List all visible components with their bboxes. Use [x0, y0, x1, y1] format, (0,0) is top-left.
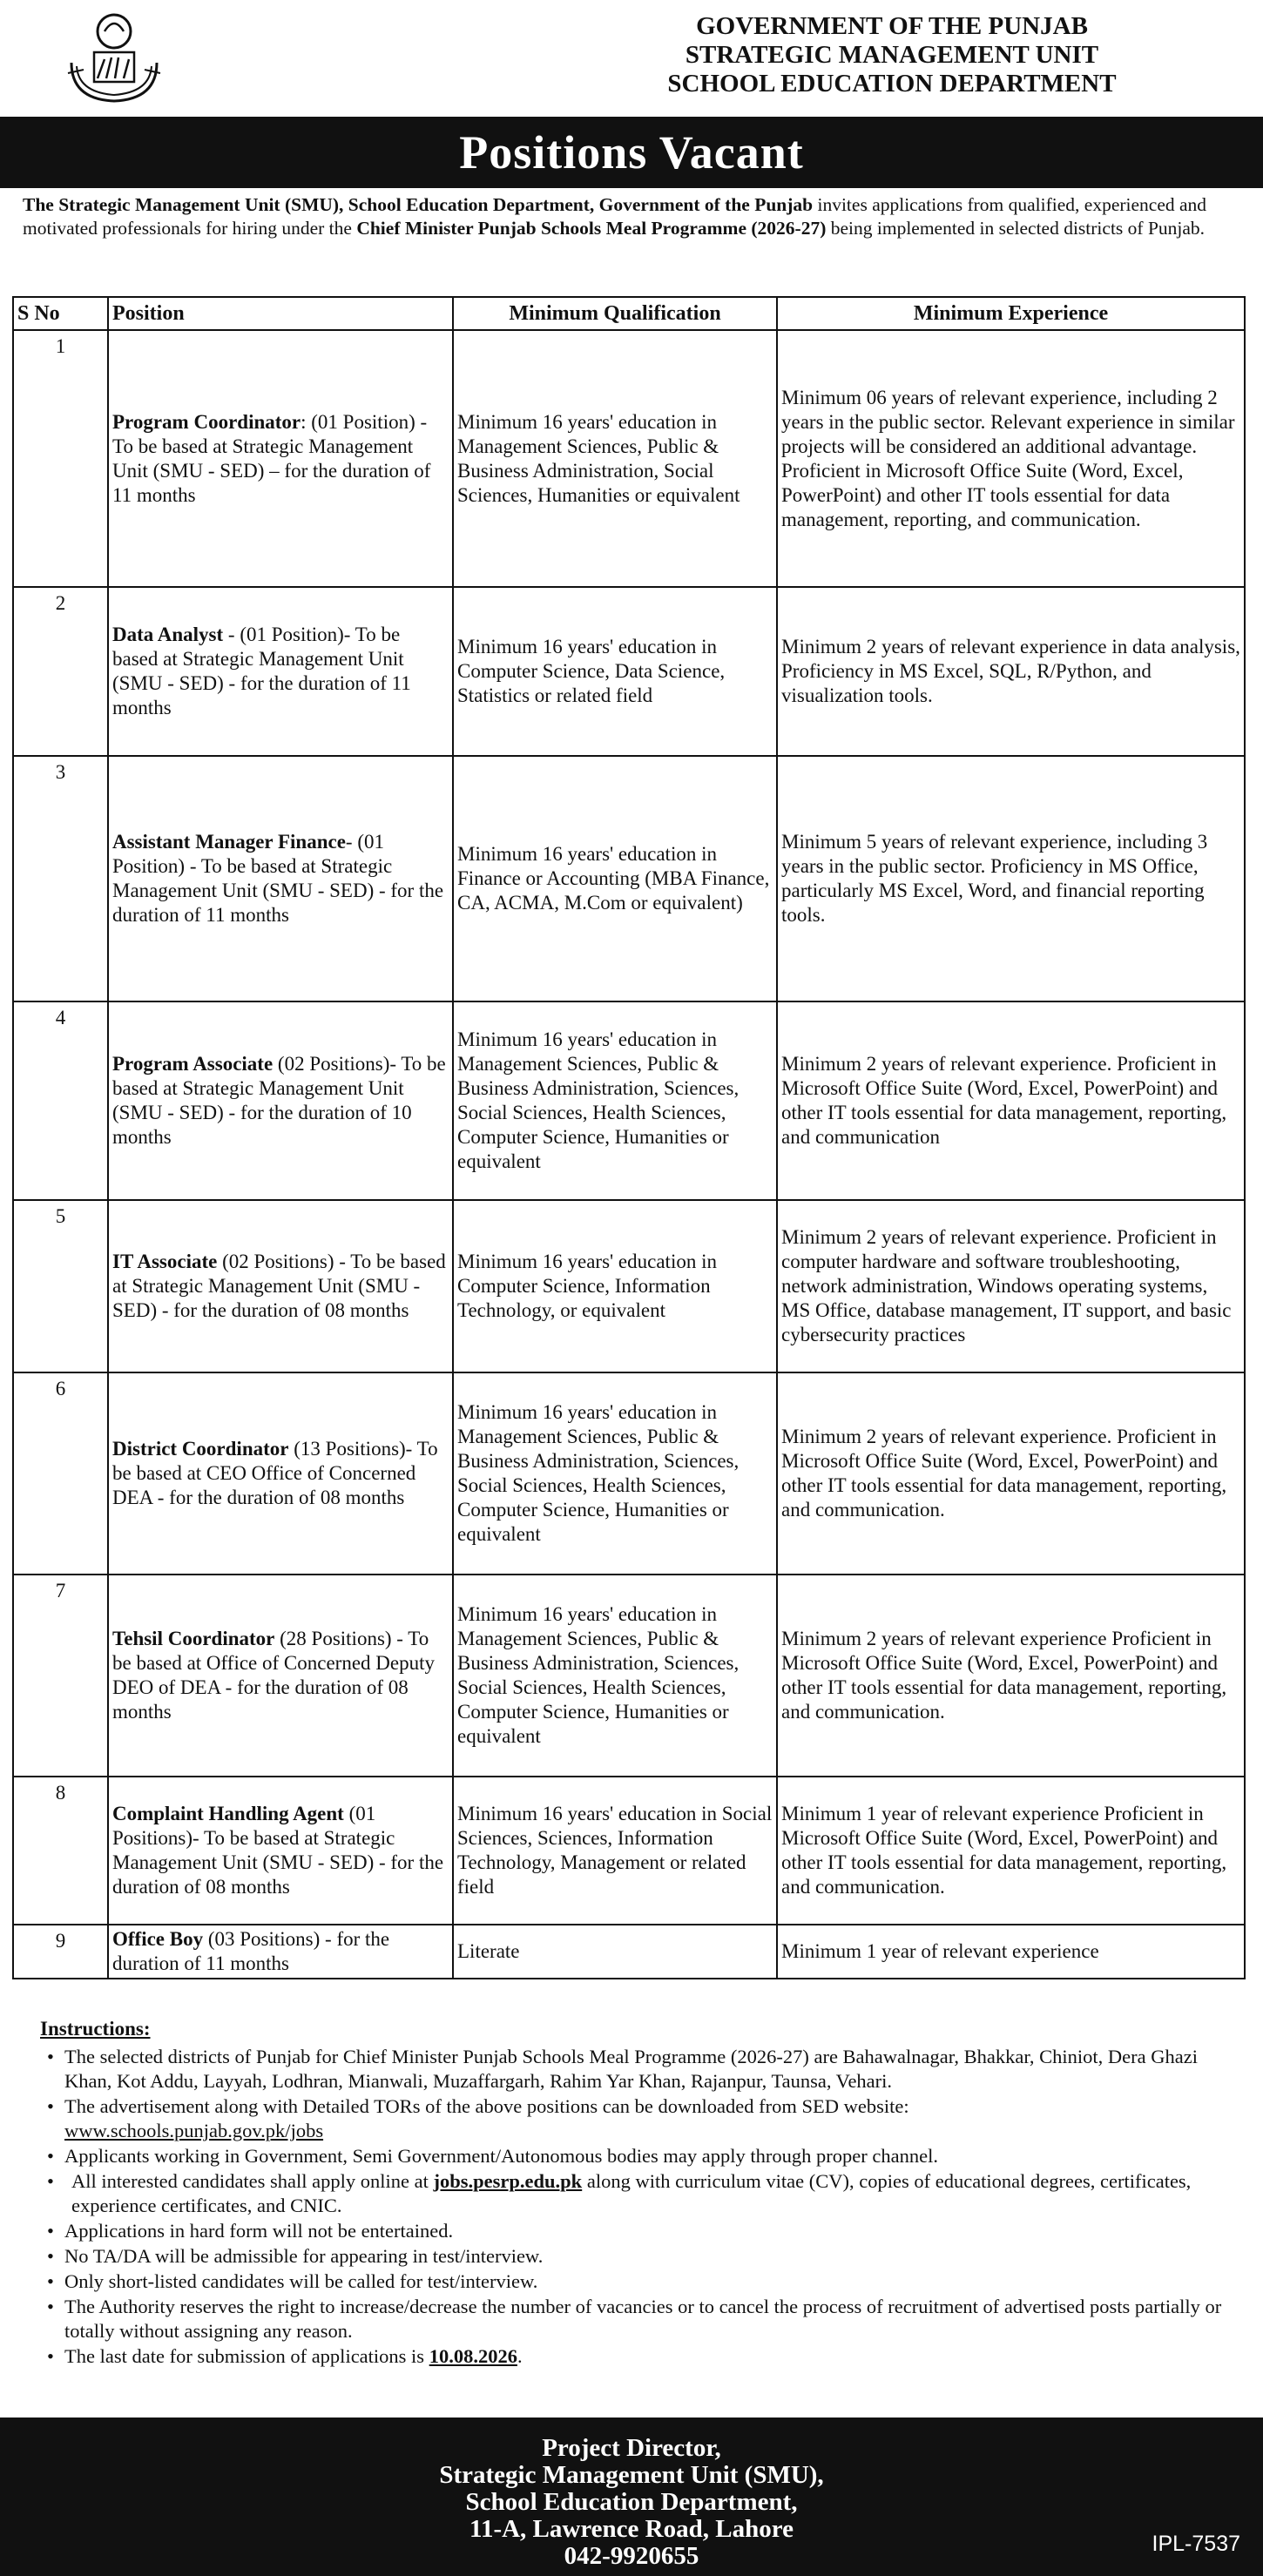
- table-row: [13, 1777, 1245, 1925]
- intro-part-2: invites applications from qualified, experienced and motivated professionals for hiring under the: [23, 194, 1207, 239]
- instruction-text: .: [517, 2345, 523, 2367]
- row-position: [108, 330, 453, 587]
- row-position: [108, 756, 453, 1001]
- row-sno: 1: [13, 330, 108, 587]
- position-details: (01 Positions)- To be based at Strategic Management Unit (SMU - SED) - for the duration of 08 months: [112, 1803, 444, 1898]
- instruction-item: [45, 2344, 1247, 2369]
- row-experience: Minimum 1 year of relevant experience: [777, 1925, 1245, 1979]
- position-details: (03 Positions) - for the duration of 11 months: [112, 1928, 390, 1974]
- instruction-item: • No TA/DA will be admissible for appearing in test/interview.: [45, 2244, 1247, 2269]
- last-date: 10.08.2026: [429, 2345, 517, 2367]
- punjab-government-emblem-icon: [63, 9, 165, 106]
- footer-line-2: Strategic Management Unit (SMU),: [439, 2461, 824, 2489]
- row-qualification: Minimum 16 years' education in Management Sciences, Public & Business Administration, Sciences, Social Sciences, Health Sciences, Computer Science, Humanities or equivalent: [453, 1575, 777, 1777]
- header-sno: S No: [13, 297, 108, 330]
- row-qualification: Minimum 16 years' education in Management Sciences, Public & Business Administration, Sciences, Social Sciences, Health Sciences, Computer Science, Humanities or equivalent: [453, 1001, 777, 1200]
- table-row: [13, 1575, 1245, 1777]
- intro-paragraph: [23, 193, 1242, 240]
- instruction-item: • The selected districts of Punjab for Chief Minister Punjab Schools Meal Programme (2026-27) are Bahawalnagar, Bhakkar, Chiniot, Dera Ghazi Khan, Kot Addu, Layyah, Lodhran, Mianwali, Muzaffargarh, Rahim Yar Khan, Rajanpur, Taunsa, Vehari.: [45, 2045, 1247, 2094]
- instruction-item: • The Authority reserves the right to increase/decrease the number of vacancies or to cancel the process of recruitment of advertised posts partially or totally without assigning any reason.: [45, 2295, 1247, 2343]
- table-row: [13, 1001, 1245, 1200]
- row-qualification: Minimum 16 years' education in Computer Science, Information Technology, or equivalent: [453, 1200, 777, 1372]
- row-position: [108, 1925, 453, 1979]
- instruction-text: The advertisement along with Detailed TORs of the above positions can be downloaded from SED website:: [64, 2095, 909, 2117]
- row-sno: 4: [13, 1001, 108, 1200]
- row-qualification: Minimum 16 years' education in Finance or Accounting (MBA Finance, CA, ACMA, M.Com or equivalent): [453, 756, 777, 1001]
- row-experience: Minimum 5 years of relevant experience, including 3 years in the public sector. Proficiency in MS Office, particularly MS Excel, Word, and financial reporting tools.: [777, 756, 1245, 1001]
- row-qualification: Literate: [453, 1925, 777, 1979]
- position-title: District Coordinator: [112, 1438, 289, 1460]
- instruction-text: along with curriculum vitae (CV), copies of educational degrees, certificates, experience certificates, and CNIC.: [71, 2170, 1192, 2216]
- row-sno: 9: [13, 1925, 108, 1979]
- row-position: [108, 1777, 453, 1925]
- header-experience: Minimum Experience: [777, 297, 1245, 330]
- position-title: Program Coordinator: [112, 410, 301, 433]
- row-position: [108, 587, 453, 756]
- row-qualification: Minimum 16 years' education in Management Sciences, Public & Business Administration, Social Sciences, Humanities or equivalent: [453, 330, 777, 587]
- sed-website-link[interactable]: www.schools.punjab.gov.pk/jobs: [64, 2120, 324, 2141]
- row-experience: Minimum 2 years of relevant experience in data analysis, Proficiency in MS Excel, SQL, R/Python, and visualization tools.: [777, 587, 1245, 756]
- footer-line-3: School Education Department,: [465, 2488, 798, 2516]
- row-qualification: Minimum 16 years' education in Management Sciences, Public & Business Administration, Sciences, Social Sciences, Health Sciences, Computer Science, Humanities or equivalent: [453, 1372, 777, 1575]
- header-position: Position: [108, 297, 453, 330]
- table-row: [13, 1372, 1245, 1575]
- footer-phone: 042-9920655: [564, 2542, 699, 2570]
- instructions-list: [45, 2045, 1247, 2369]
- header-qualification: Minimum Qualification: [453, 297, 777, 330]
- instruction-item: [45, 2169, 1247, 2218]
- instruction-item: [45, 2094, 1247, 2143]
- position-details: (28 Positions) - To be based at Office of Concerned Deputy DEO of DEA - for the duration of 08 months: [112, 1628, 435, 1723]
- row-position: [108, 1001, 453, 1200]
- instruction-text: All interested candidates shall apply online at: [71, 2170, 434, 2192]
- row-sno: 6: [13, 1372, 108, 1575]
- instruction-item: • Only short-listed candidates will be called for test/interview.: [45, 2269, 1247, 2294]
- position-details: (02 Positions)- To be based at Strategic Management Unit (SMU - SED) - for the duration of 10 months: [112, 1053, 446, 1148]
- table-row: [13, 587, 1245, 756]
- instruction-item: • Applicants working in Government, Semi Government/Autonomous bodies may apply through proper channel.: [45, 2144, 1247, 2168]
- instruction-item: • Applications in hard form will not be entertained.: [45, 2219, 1247, 2243]
- footer-line-4: 11-A, Lawrence Road, Lahore: [469, 2515, 794, 2543]
- table-row: [13, 1200, 1245, 1372]
- row-experience: Minimum 2 years of relevant experience. Proficient in Microsoft Office Suite (Word, Excel, PowerPoint) and other IT tools essential for data management, reporting, and communication.: [777, 1372, 1245, 1575]
- contact-address: [0, 2418, 1263, 2570]
- row-sno: 7: [13, 1575, 108, 1777]
- position-title: IT Associate: [112, 1251, 218, 1272]
- row-sno: 2: [13, 587, 108, 756]
- ad-reference-number: IPL-7537: [1152, 2532, 1240, 2556]
- row-position: [108, 1575, 453, 1777]
- org-line-3: SCHOOL EDUCATION DEPARTMENT: [667, 70, 1117, 98]
- organization-heading: [604, 12, 1179, 98]
- positions-table: [12, 296, 1246, 1979]
- row-position: [108, 1200, 453, 1372]
- header: [0, 0, 1263, 115]
- row-experience: Minimum 06 years of relevant experience, including 2 years in the public sector. Relevant experience in similar projects will be considered an additional advantage. Proficient in Microsoft Office Suite (Word, Excel, PowerPoint) and other IT tools essential for data management, reporting, and communication.: [777, 330, 1245, 587]
- position-details: (13 Positions)- To be based at CEO Office of Concerned DEA - for the duration of 08 months: [112, 1438, 438, 1508]
- row-experience: Minimum 2 years of relevant experience. Proficient in computer hardware and software troubleshooting, network administration, Windows operating systems, MS Office, database management, IT support, and basic cybersecurity practices: [777, 1200, 1245, 1372]
- position-details: (02 Positions) - To be based at Strategic Management Unit (SMU - SED) - for the duration of 08 months: [112, 1251, 446, 1321]
- position-details: - (01 Position)- To be based at Strategic Management Unit (SMU - SED) - for the duration of 11 months: [112, 624, 411, 718]
- row-experience: Minimum 1 year of relevant experience Proficient in Microsoft Office Suite (Word, Excel, PowerPoint) and other IT tools essential for data management, reporting, and communication.: [777, 1777, 1245, 1925]
- row-sno: 5: [13, 1200, 108, 1372]
- footer-line-1: Project Director,: [542, 2434, 721, 2462]
- row-position: [108, 1372, 453, 1575]
- org-line-2: STRATEGIC MANAGEMENT UNIT: [685, 41, 1099, 69]
- table-header-row: [13, 297, 1245, 330]
- position-title: Complaint Handling Agent: [112, 1803, 344, 1824]
- position-title: Data Analyst: [112, 624, 224, 645]
- position-details: : (01 Position) - To be based at Strategic Management Unit (SMU - SED) – for the duration of 11 months: [112, 410, 431, 506]
- intro-part-4: being implemented in selected districts of Punjab.: [826, 218, 1206, 239]
- row-sno: 3: [13, 756, 108, 1001]
- intro-part-3: Chief Minister Punjab Schools Meal Programme (2026-27): [356, 218, 827, 239]
- table-row: [13, 1925, 1245, 1979]
- table-row: [13, 330, 1245, 587]
- row-experience: Minimum 2 years of relevant experience. Proficient in Microsoft Office Suite (Word, Excel, PowerPoint) and other IT tools essential for data management, reporting, and communication: [777, 1001, 1245, 1200]
- row-sno: 8: [13, 1777, 108, 1925]
- instruction-text: The last date for submission of applications is: [64, 2345, 429, 2367]
- position-title: Program Associate: [112, 1053, 274, 1075]
- row-experience: Minimum 2 years of relevant experience Proficient in Microsoft Office Suite (Word, Excel, PowerPoint) and other IT tools essential for data management, reporting, and communication.: [777, 1575, 1245, 1777]
- position-title: Tehsil Coordinator: [112, 1628, 275, 1649]
- row-qualification: Minimum 16 years' education in Computer Science, Data Science, Statistics or related field: [453, 587, 777, 756]
- org-line-1: GOVERNMENT OF THE PUNJAB: [696, 12, 1088, 40]
- row-qualification: Minimum 16 years' education in Social Sciences, Sciences, Information Technology, Management or related field: [453, 1777, 777, 1925]
- positions-vacant-banner: Positions Vacant: [0, 117, 1263, 188]
- instructions-section: [40, 2017, 1247, 2370]
- position-title: Office Boy: [112, 1928, 204, 1950]
- apply-online-link[interactable]: jobs.pesrp.edu.pk: [433, 2170, 583, 2192]
- table-row: [13, 756, 1245, 1001]
- intro-part-1: The Strategic Management Unit (SMU), School Education Department, Government of the Punjab: [23, 194, 814, 215]
- position-details: - (01 Position) - To be based at Strategic Management Unit (SMU - SED) - for the duration of 11 months: [112, 831, 444, 926]
- footer: [0, 2418, 1263, 2576]
- instructions-heading: Instructions:: [40, 2018, 151, 2040]
- position-title: Assistant Manager Finance: [112, 831, 346, 853]
